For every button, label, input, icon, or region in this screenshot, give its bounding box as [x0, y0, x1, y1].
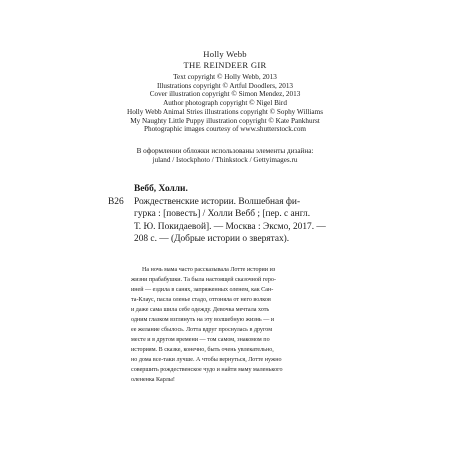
bibliographic-line: Рождественские истории. Волшебная фи-: [134, 197, 301, 207]
bibliographic-heading: Вебб, Холли.: [134, 184, 188, 194]
book-annotation: [131, 265, 341, 385]
copyright-line: Author photograph copyright © Nigel Bird: [163, 99, 287, 108]
original-title: THE REINDEER GIR: [183, 60, 267, 70]
design-credit-line: В оформлении обложки использованы элементы дизайна:: [136, 147, 314, 155]
copyright-line: Holly Webb Animal Stries illustrations copyright © Sophy Williams: [127, 107, 323, 116]
annotation-line: ее желание сбылось. Лотта вдруг проснулась в другом: [131, 327, 273, 333]
copyright-line: Cover illustration copyright © Simon Mendez, 2013: [149, 90, 301, 99]
design-credit-line: juland / Istockphoto / Thinkstock / Gettyimages.ru: [152, 155, 298, 164]
author-name: Holly Webb: [203, 49, 247, 59]
cover-design-credits: [100, 147, 350, 164]
copyright-block: [100, 49, 350, 134]
annotation-line: та-Клаус, пасла оленье стадо, отгоняла от него волков: [131, 297, 271, 303]
annotation-line: историям. В сказке, конечно, быть очень увлекательно,: [131, 347, 274, 353]
copyright-line: Photographic images courtesy of www.shutterstock.com: [143, 125, 307, 134]
copyright-line: Illustrations copyright © Artful Doodlers, 2013: [156, 81, 294, 90]
bibliographic-line: Т. Ю. Покидаевой]. — Москва : Эксмо, 2017. —: [134, 221, 326, 232]
annotation-line: На ночь мама часто рассказывала Лотте истории из: [142, 267, 276, 273]
author-mark-code: В26: [108, 197, 124, 207]
copyright-lines: [100, 73, 350, 134]
annotation-line: олененка Карлы!: [131, 377, 175, 383]
annotation-line: и даже сама шила себе одежду. Девочка мечтала хоть: [131, 307, 270, 313]
annotation-line: совершить рождественское чудо и найти маму маленького: [131, 367, 283, 373]
copyright-line: My Naughty Little Puppy illustration copyright © Kate Pankhurst: [130, 116, 320, 125]
bibliographic-line: гурка : [повесть] / Холли Вебб ; [пер. с англ.: [134, 209, 311, 220]
bibliographic-entry: [134, 196, 358, 245]
annotation-line: жизни прабабушки. Та была настоящей сказочной геро-: [131, 277, 276, 283]
annotation-line: месте и в другом времени — том самом, знакомом по: [131, 337, 270, 343]
annotation-line: одним глазком взглянуть на эту волшебную жизнь — и: [131, 317, 275, 323]
copyright-line: Text copyright © Holly Webb, 2013: [173, 73, 277, 81]
annotation-line: иней — ездила в санях, запряженных оленем, как Сан-: [131, 287, 274, 293]
bibliographic-line: 208 с. — (Добрые истории о зверятах).: [134, 233, 290, 244]
annotation-line: но дома все-таки лучше. А чтобы вернуться, Лотте нужно: [131, 357, 282, 363]
